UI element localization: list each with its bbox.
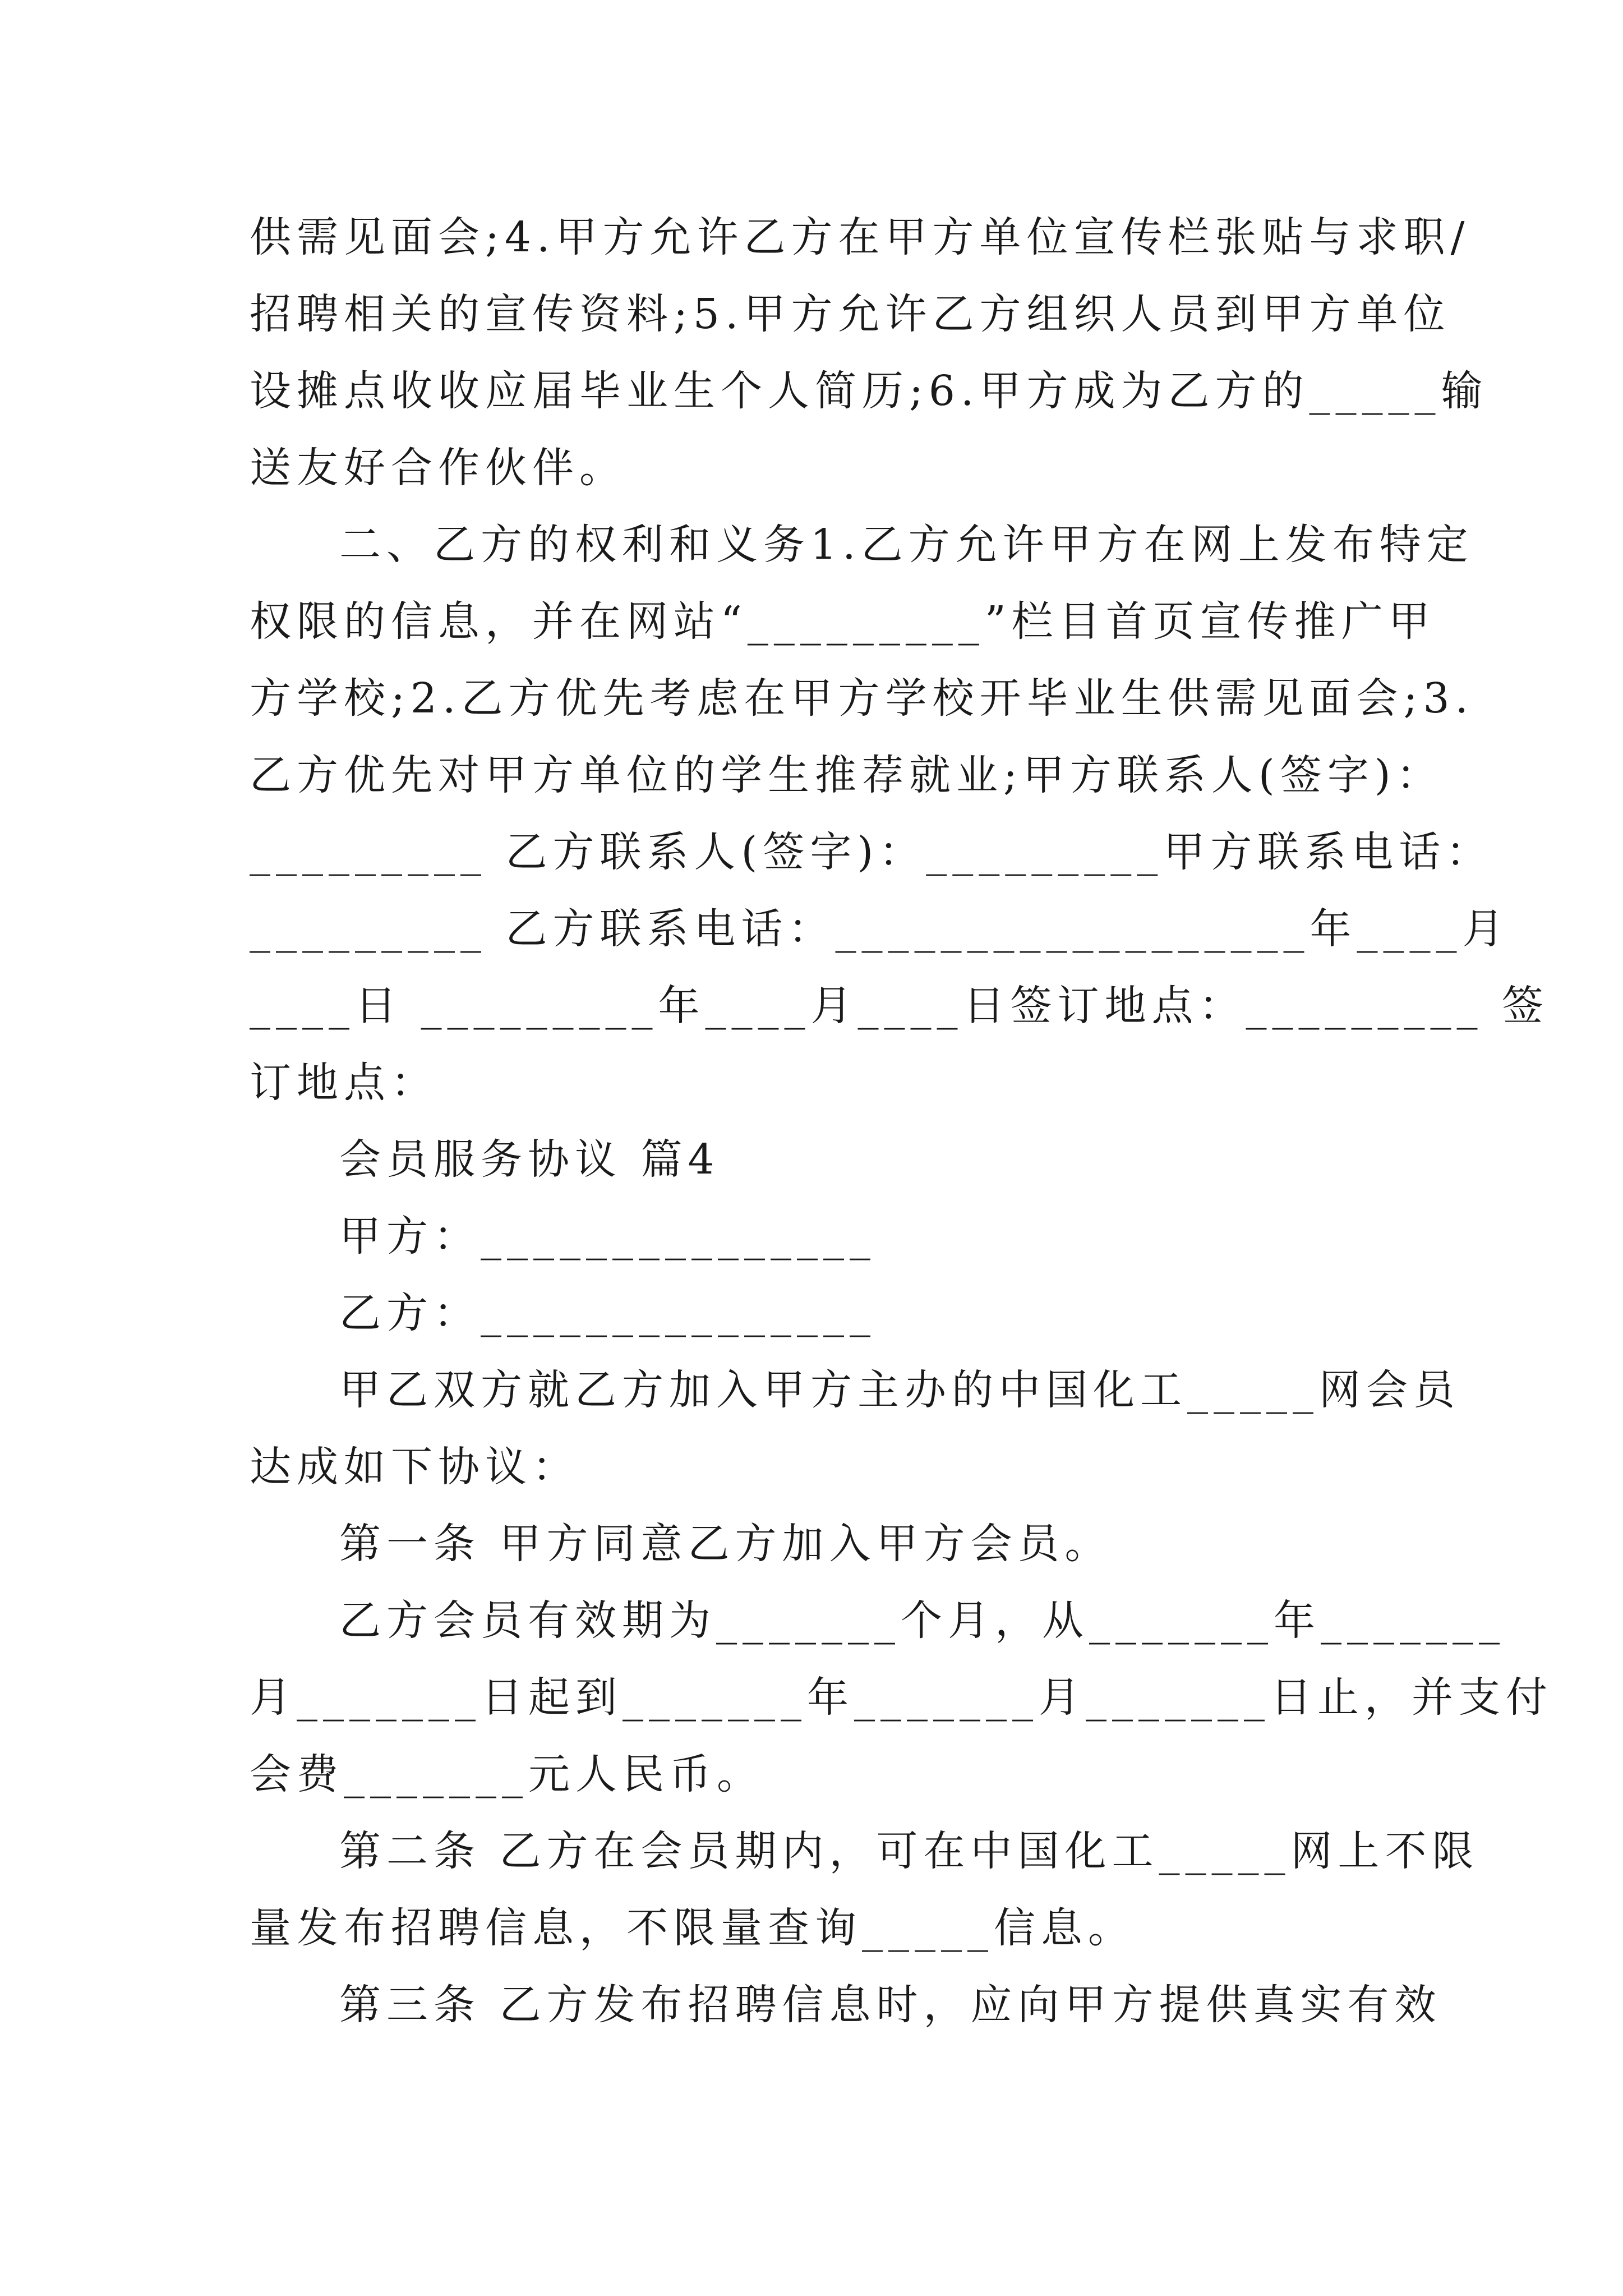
text-line: 设摊点收收应届毕业生个人简历;6.甲方成为乙方的_____输 bbox=[250, 367, 1488, 415]
text-line: 方学校;2.乙方优先考虑在甲方学校开毕业生供需见面会;3. bbox=[250, 674, 1474, 723]
text-line: 乙方优先对甲方单位的学生推荐就业;甲方联系人(签字)： bbox=[250, 751, 1444, 799]
article-2: 第二条 乙方在会员期内，可在中国化工_____网上不限 bbox=[339, 1827, 1479, 1875]
section-heading-party-b-rights: 二、乙方的权利和义务1.乙方允许甲方在网上发布特定 bbox=[339, 521, 1474, 569]
text-line: 招聘相关的宣传资料;5.甲方允许乙方组织人员到甲方单位 bbox=[250, 290, 1451, 338]
article-1: 第一条 甲方同意乙方加入甲方会员。 bbox=[339, 1520, 1112, 1568]
text-line: 乙方会员有效期为_______个月，从_______年_______ bbox=[339, 1596, 1505, 1645]
party-b-field: 乙方：_______________ bbox=[339, 1289, 876, 1337]
text-line: 会费_______元人民币。 bbox=[250, 1750, 764, 1798]
text-line: 送友好合作伙伴。 bbox=[250, 444, 626, 492]
signature-line: ____日 _________年____月____日签订地点：_________ 签 bbox=[250, 982, 1550, 1030]
text-line: 量发布招聘信息，不限量查询_____信息。 bbox=[250, 1904, 1135, 1952]
text-line: 供需见面会;4.甲方允许乙方在甲方单位宣传栏张贴与求职/ bbox=[250, 213, 1470, 261]
signature-line: _________ 乙方联系电话：__________________年____月 bbox=[250, 905, 1510, 953]
signature-line: _________ 乙方联系人(签字)：_________甲方联系电话： bbox=[250, 828, 1493, 876]
text-line: 甲乙双方就乙方加入甲方主办的中国化工_____网会员 bbox=[339, 1366, 1460, 1414]
party-a-field: 甲方：_______________ bbox=[339, 1212, 876, 1260]
text-line: 权限的信息，并在网站“_________”栏目首页宣传推广甲 bbox=[250, 597, 1436, 646]
text-line: 月_______日起到_______年_______月_______日止，并支付 bbox=[250, 1673, 1553, 1722]
document-title: 会员服务协议 篇4 bbox=[339, 1135, 720, 1184]
text-line: 达成如下协议： bbox=[250, 1443, 579, 1491]
article-3: 第三条 乙方发布招聘信息时，应向甲方提供真实有效 bbox=[339, 1981, 1442, 2029]
text-line: 订地点： bbox=[250, 1059, 438, 1107]
